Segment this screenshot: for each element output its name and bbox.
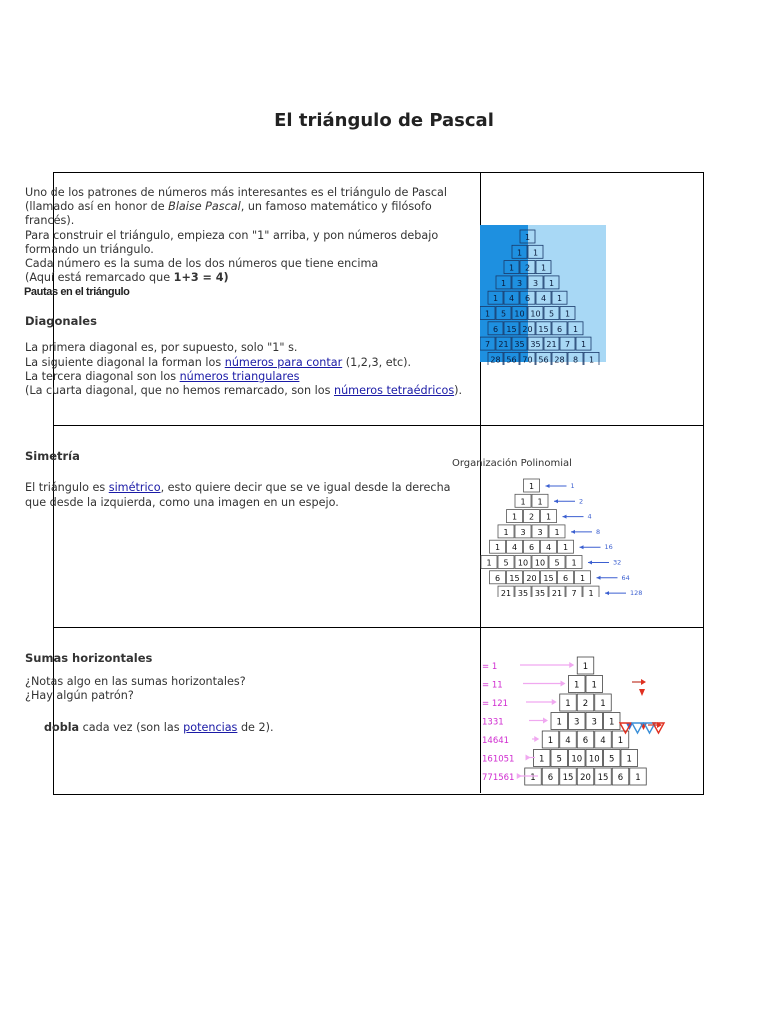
- simetria-heading: Simetría: [25, 449, 80, 463]
- cell-value: 1: [635, 773, 641, 783]
- power-arrowhead: [534, 736, 539, 742]
- cell-value: 1: [562, 543, 569, 553]
- cell-value: 3: [516, 278, 523, 288]
- numeros-triangulares-link[interactable]: números triangulares: [179, 370, 300, 383]
- cell-value: 1: [547, 736, 554, 746]
- cell-value: 10: [534, 558, 546, 568]
- red-marker: [639, 689, 645, 696]
- cell-value: 2: [524, 263, 531, 273]
- cell-value: 6: [524, 294, 531, 304]
- cell-value: 1: [516, 248, 523, 258]
- cell-value: 6: [492, 324, 499, 334]
- sum-arrowhead: [563, 515, 567, 519]
- dobla-word: dobla: [44, 721, 80, 734]
- cell-value: 1: [500, 278, 507, 288]
- page-title: El triángulo de Pascal: [274, 110, 494, 131]
- cell-value: 1: [492, 294, 499, 304]
- power-arrowhead: [552, 699, 557, 705]
- cell-value: 1: [532, 248, 539, 258]
- polynomial-triangle-figure: [480, 477, 650, 597]
- cell-value: 28: [554, 355, 565, 365]
- cell-value: 15: [562, 773, 574, 783]
- row-sum: 128: [630, 589, 643, 597]
- cell-value: 5: [554, 558, 560, 568]
- power-arrowhead: [543, 718, 548, 724]
- cell-value: 10: [517, 558, 529, 568]
- cell-value: 1: [524, 233, 531, 242]
- row-sum: 32: [613, 558, 622, 567]
- intro-line-1: Uno de los patrones de números más interesantes es el triángulo de Pascal: [25, 186, 447, 199]
- simetria-line-2: que desde la izquierda, como una imagen en un espejo.: [25, 496, 339, 509]
- cell-value: 4: [565, 736, 571, 746]
- cell-value: 8: [572, 355, 579, 365]
- cell-value: 1: [609, 717, 615, 728]
- row-sum: 4: [587, 512, 592, 521]
- cell-value: 35: [534, 589, 546, 597]
- polinomial-caption: Organización Polinomial: [452, 458, 572, 469]
- cell-value: 35: [517, 589, 529, 597]
- cell-value: 2: [582, 699, 589, 709]
- sum-arrowhead: [571, 530, 575, 534]
- power-of-eleven: 1331: [482, 717, 504, 728]
- cell-value: 35: [514, 340, 525, 350]
- pautas-heading: Pautas en el triángulo: [24, 286, 130, 298]
- cell-value: 1: [565, 699, 571, 709]
- cell-value: 10: [530, 309, 541, 319]
- cell-value: 20: [522, 324, 533, 334]
- power-of-eleven: 771561: [482, 773, 515, 783]
- intro-line-2: (llamado así en honor de Blaise Pascal, un famoso matemático y filósofo: [25, 200, 432, 213]
- power-arrowhead: [517, 773, 522, 779]
- sumas-line-2: ¿Hay algún patrón?: [25, 689, 134, 702]
- cell-value: 21: [551, 589, 563, 597]
- intro-line-6: Cada número es la suma de los dos números que tiene encima: [25, 257, 379, 270]
- cell-value: 5: [500, 309, 507, 319]
- cell-value: 1: [486, 558, 492, 568]
- cell-value: 1: [554, 527, 560, 537]
- cell-value: 1: [626, 754, 632, 765]
- power-of-eleven: 14641: [482, 736, 510, 746]
- power-of-eleven: 161051: [482, 754, 515, 765]
- cell-value: 6: [528, 543, 535, 553]
- row-sum: 8: [596, 527, 601, 536]
- power-arrowhead: [569, 662, 574, 668]
- cell-value: 6: [617, 773, 624, 783]
- sum-arrowhead: [588, 561, 592, 565]
- cell-value: 1: [484, 309, 491, 319]
- cell-value: 6: [562, 573, 569, 583]
- cell-value: 1: [591, 680, 597, 691]
- cell-value: 15: [538, 324, 549, 334]
- cell-value: 7: [564, 340, 571, 350]
- cell-value: 1: [556, 294, 563, 304]
- highlight-sum: 1+3 = 4): [173, 271, 229, 284]
- cell-value: 21: [498, 340, 509, 350]
- cell-value: 1: [572, 324, 579, 334]
- row-sum: 1: [570, 482, 575, 490]
- cell-value: 1: [548, 278, 555, 288]
- cell-value: 1: [528, 482, 535, 491]
- cell-value: 1: [530, 773, 536, 783]
- cell-value: 1: [588, 355, 595, 365]
- intro-line-4: Para construir el triángulo, empieza con "1" arriba, y pon números debajo: [25, 229, 439, 242]
- cell-value: 1: [564, 309, 571, 319]
- simetria-line-1: El triángulo es simétrico, esto quiere decir que se ve igual desde la derecha: [25, 481, 451, 494]
- intro-line-5: formando un triángulo.: [25, 243, 154, 256]
- cell-value: 1: [537, 497, 543, 507]
- cell-value: 1: [600, 699, 606, 709]
- cell-value: 56: [538, 355, 549, 365]
- cell-value: 21: [500, 589, 512, 597]
- cell-value: 1: [511, 512, 518, 522]
- cell-value: 1: [539, 754, 545, 765]
- cell-value: 3: [532, 278, 539, 288]
- cell-value: 4: [600, 736, 606, 746]
- cell-value: 15: [506, 324, 517, 334]
- cell-value: 1: [579, 573, 586, 583]
- potencias-link[interactable]: potencias: [183, 721, 238, 734]
- cell-value: 10: [571, 754, 583, 765]
- power-of-eleven: = 121: [482, 699, 509, 709]
- carry-arrowhead: [641, 679, 646, 685]
- row-divider-1: [53, 425, 703, 426]
- intro-line-7: (Aquí está remarcado que 1+3 = 4): [25, 271, 229, 284]
- sum-arrowhead: [580, 545, 584, 549]
- cell-value: 1: [503, 527, 509, 537]
- cell-value: 4: [511, 543, 518, 553]
- row-sum: 16: [604, 543, 613, 552]
- cell-value: 35: [530, 340, 541, 350]
- cell-value: 10: [588, 754, 600, 765]
- cell-value: 20: [580, 773, 591, 783]
- cell-value: 6: [547, 773, 554, 783]
- row-divider-2: [53, 627, 703, 628]
- cell-value: 15: [543, 573, 554, 583]
- cell-value: 4: [508, 294, 515, 304]
- cell-value: 21: [546, 340, 557, 350]
- cell-value: 3: [520, 527, 526, 537]
- pascal-triangle-figure: [480, 225, 615, 365]
- sum-arrowhead: [605, 591, 609, 595]
- sumas-line-1: ¿Notas algo en las sumas horizontales?: [25, 675, 246, 688]
- intro-line-3: francés).: [25, 214, 75, 227]
- cell-value: 1: [574, 680, 580, 691]
- diagonales-line-2: La siguiente diagonal la forman los números para contar (1,2,3, etc).: [25, 356, 412, 369]
- cell-value: 7: [571, 589, 577, 597]
- diagonales-line-3: La tercera diagonal son los números triangulares: [25, 370, 300, 383]
- cell-value: 1: [494, 543, 501, 553]
- cell-value: 1: [508, 263, 515, 273]
- row-sum: 64: [621, 573, 630, 582]
- cell-value: 1: [588, 589, 594, 597]
- numeros-para-contar-link[interactable]: números para contar: [224, 356, 343, 369]
- power-arrowhead: [561, 681, 566, 687]
- simetrico-link[interactable]: simétrico: [108, 481, 161, 494]
- sumas-line-3: dobla cada vez (son las potencias de 2).: [44, 721, 274, 734]
- cell-value: 5: [609, 754, 615, 765]
- cell-value: 2: [528, 512, 535, 522]
- cell-value: 5: [556, 754, 562, 765]
- cell-value: 4: [545, 543, 552, 553]
- blaise-pascal-name: Blaise Pascal: [168, 200, 241, 213]
- diagonales-line-1: La primera diagonal es, por supuesto, solo "1" s.: [25, 341, 298, 354]
- cell-value: 4: [540, 294, 547, 304]
- cell-value: 70: [522, 355, 533, 365]
- cell-value: 28: [490, 355, 501, 365]
- cell-value: 15: [597, 773, 609, 783]
- cell-value: 56: [506, 355, 517, 365]
- cell-value: 1: [556, 717, 562, 728]
- cell-value: 3: [591, 717, 597, 728]
- cell-value: 20: [526, 573, 537, 583]
- numeros-tetraedricos-link[interactable]: números tetraédricos: [333, 384, 455, 397]
- powers-triangle-figure: [480, 655, 670, 790]
- power-of-eleven: = 11: [482, 680, 503, 691]
- sum-arrowhead: [546, 484, 550, 488]
- cell-value: 6: [556, 324, 563, 334]
- sum-arrowhead: [554, 499, 558, 503]
- cell-value: 15: [509, 573, 520, 583]
- cell-value: 3: [537, 527, 543, 537]
- cell-value: 3: [574, 717, 580, 728]
- cell-value: 7: [484, 340, 491, 350]
- diagonales-heading: Diagonales: [25, 314, 97, 328]
- cell-value: 5: [548, 309, 555, 319]
- cell-value: 1: [617, 736, 624, 746]
- cell-value: 10: [514, 309, 525, 319]
- diagonales-line-4: (La cuarta diagonal, que no hemos remarcado, son los números tetraédricos).: [25, 384, 463, 397]
- cell-value: 6: [494, 573, 501, 583]
- cell-value: 1: [540, 263, 547, 273]
- cell-value: 1: [520, 497, 526, 507]
- cell-value: 1: [571, 558, 577, 568]
- sumas-heading: Sumas horizontales: [25, 651, 153, 665]
- cell-value: 6: [582, 736, 589, 746]
- row-sum: 2: [579, 497, 584, 506]
- sum-arrowhead: [597, 576, 601, 580]
- cell-value: 5: [503, 558, 509, 568]
- cell-value: 1: [545, 512, 552, 522]
- cell-value: 1: [582, 662, 589, 672]
- cell-value: 1: [580, 340, 587, 350]
- power-arrowhead: [526, 755, 531, 761]
- power-of-eleven: = 1: [482, 662, 498, 672]
